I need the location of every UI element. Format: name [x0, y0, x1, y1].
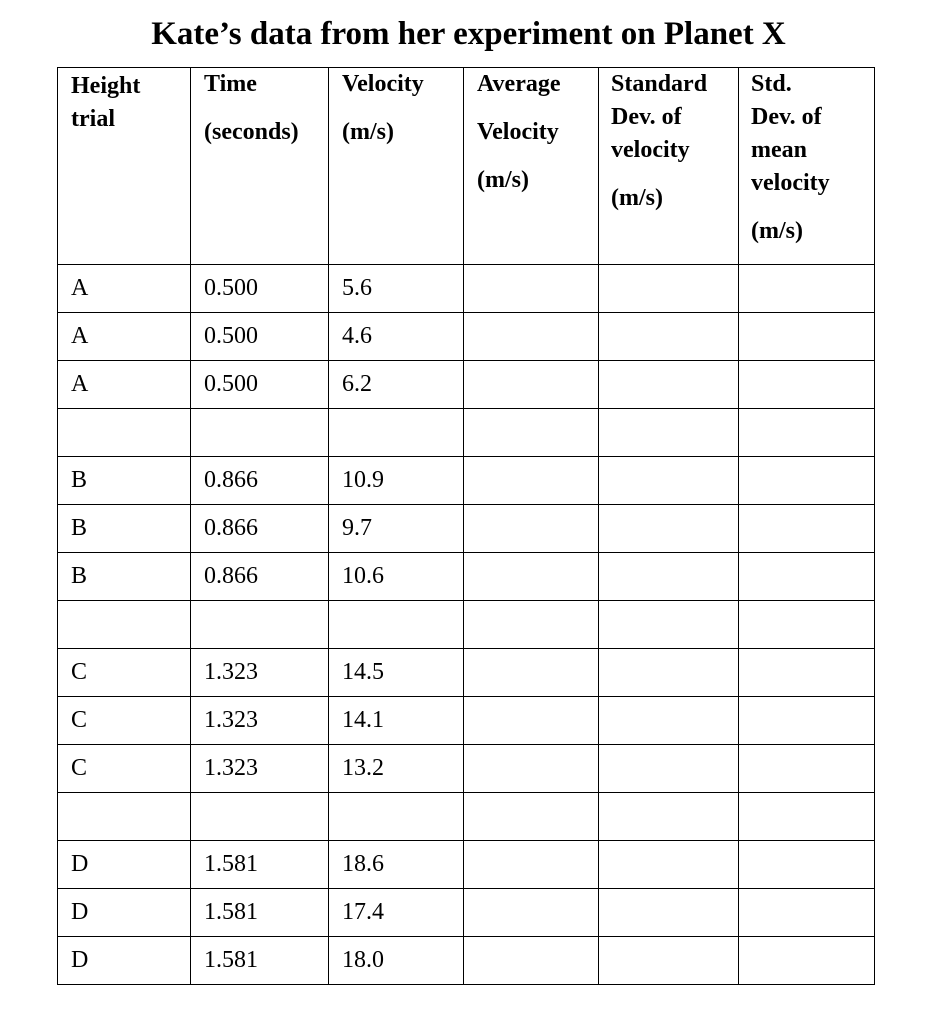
table-row — [58, 361, 875, 409]
header-line: velocity — [751, 170, 830, 196]
cell-standard-deviation — [599, 553, 739, 601]
header-line: (m/s) — [342, 119, 394, 145]
cell-standard-deviation — [599, 889, 739, 937]
table-row-spacer — [58, 409, 875, 457]
header-line: mean — [751, 137, 807, 163]
cell-standard-deviation — [599, 265, 739, 313]
header-line: (m/s) — [611, 185, 663, 211]
header-line: Height — [71, 73, 141, 99]
cell-standard-deviation — [599, 745, 739, 793]
cell-standard-deviation — [599, 697, 739, 745]
cell-height-trial: A — [58, 361, 191, 409]
cell-time: 1.581 — [191, 841, 329, 889]
cell-time — [191, 409, 329, 457]
cell-height-trial — [58, 793, 191, 841]
cell-height-trial: B — [58, 505, 191, 553]
table-row — [58, 265, 875, 313]
cell-height-trial: C — [58, 649, 191, 697]
cell-average-velocity — [464, 745, 599, 793]
table-row — [58, 697, 875, 745]
cell-height-trial: B — [58, 553, 191, 601]
cell-velocity: 9.7 — [329, 505, 464, 553]
header-velocity — [329, 68, 464, 265]
cell-velocity: 18.6 — [329, 841, 464, 889]
cell-height-trial: A — [58, 265, 191, 313]
cell-average-velocity — [464, 793, 599, 841]
cell-standard-deviation — [599, 505, 739, 553]
header-line: Dev. of — [751, 104, 822, 130]
cell-average-velocity — [464, 601, 599, 649]
header-standard-deviation — [599, 68, 739, 265]
header-line: Std. — [751, 71, 792, 97]
cell-average-velocity — [464, 553, 599, 601]
cell-velocity: 6.2 — [329, 361, 464, 409]
cell-velocity: 17.4 — [329, 889, 464, 937]
cell-velocity — [329, 793, 464, 841]
cell-std-dev-mean — [739, 409, 875, 457]
cell-time: 1.323 — [191, 745, 329, 793]
table-row — [58, 313, 875, 361]
table-row-spacer — [58, 601, 875, 649]
cell-standard-deviation — [599, 793, 739, 841]
table-row — [58, 457, 875, 505]
header-line: Velocity — [477, 119, 559, 145]
table-row — [58, 649, 875, 697]
cell-height-trial: C — [58, 745, 191, 793]
cell-average-velocity — [464, 361, 599, 409]
cell-average-velocity — [464, 265, 599, 313]
header-line: (seconds) — [204, 119, 299, 145]
cell-std-dev-mean — [739, 457, 875, 505]
cell-average-velocity — [464, 313, 599, 361]
header-height-trial — [58, 68, 191, 265]
cell-time: 0.500 — [191, 361, 329, 409]
cell-std-dev-mean — [739, 265, 875, 313]
cell-std-dev-mean — [739, 601, 875, 649]
cell-std-dev-mean — [739, 793, 875, 841]
cell-height-trial: D — [58, 841, 191, 889]
table-row — [58, 889, 875, 937]
cell-time: 0.500 — [191, 313, 329, 361]
cell-height-trial: B — [58, 457, 191, 505]
cell-time — [191, 793, 329, 841]
cell-height-trial: D — [58, 889, 191, 937]
header-row — [58, 68, 875, 265]
cell-velocity — [329, 409, 464, 457]
data-table — [57, 67, 875, 985]
cell-standard-deviation — [599, 937, 739, 985]
cell-height-trial: A — [58, 313, 191, 361]
cell-velocity: 14.5 — [329, 649, 464, 697]
cell-height-trial: C — [58, 697, 191, 745]
cell-average-velocity — [464, 697, 599, 745]
cell-time: 0.866 — [191, 505, 329, 553]
cell-height-trial — [58, 601, 191, 649]
cell-velocity: 18.0 — [329, 937, 464, 985]
header-line: Average — [477, 71, 561, 97]
table-row — [58, 553, 875, 601]
cell-std-dev-mean — [739, 553, 875, 601]
cell-average-velocity — [464, 889, 599, 937]
cell-time — [191, 601, 329, 649]
header-line: Dev. of — [611, 104, 682, 130]
header-line: (m/s) — [477, 167, 529, 193]
cell-time: 1.323 — [191, 697, 329, 745]
cell-height-trial — [58, 409, 191, 457]
cell-velocity: 10.6 — [329, 553, 464, 601]
cell-standard-deviation — [599, 649, 739, 697]
cell-average-velocity — [464, 937, 599, 985]
table-row — [58, 937, 875, 985]
cell-std-dev-mean — [739, 841, 875, 889]
cell-time: 0.500 — [191, 265, 329, 313]
cell-velocity: 4.6 — [329, 313, 464, 361]
cell-velocity: 14.1 — [329, 697, 464, 745]
cell-time: 0.866 — [191, 553, 329, 601]
table-row — [58, 505, 875, 553]
cell-velocity — [329, 601, 464, 649]
cell-std-dev-mean — [739, 361, 875, 409]
table-row-spacer — [58, 793, 875, 841]
cell-average-velocity — [464, 505, 599, 553]
document-title: Kate’s data from her experiment on Planet X — [151, 16, 786, 52]
cell-velocity: 10.9 — [329, 457, 464, 505]
header-average-velocity — [464, 68, 599, 265]
cell-std-dev-mean — [739, 697, 875, 745]
cell-average-velocity — [464, 409, 599, 457]
header-line: Velocity — [342, 71, 424, 97]
header-line: velocity — [611, 137, 690, 163]
cell-std-dev-mean — [739, 649, 875, 697]
cell-std-dev-mean — [739, 937, 875, 985]
cell-height-trial: D — [58, 937, 191, 985]
cell-std-dev-mean — [739, 505, 875, 553]
cell-time: 0.866 — [191, 457, 329, 505]
cell-standard-deviation — [599, 313, 739, 361]
header-line: (m/s) — [751, 218, 803, 244]
cell-velocity: 5.6 — [329, 265, 464, 313]
header-line: trial — [71, 106, 115, 132]
cell-std-dev-mean — [739, 745, 875, 793]
cell-time: 1.581 — [191, 889, 329, 937]
cell-standard-deviation — [599, 841, 739, 889]
cell-average-velocity — [464, 457, 599, 505]
cell-standard-deviation — [599, 457, 739, 505]
header-line: Time — [204, 71, 257, 97]
cell-standard-deviation — [599, 601, 739, 649]
header-std-dev-mean — [739, 68, 875, 265]
cell-time: 1.323 — [191, 649, 329, 697]
cell-average-velocity — [464, 841, 599, 889]
cell-standard-deviation — [599, 361, 739, 409]
cell-average-velocity — [464, 649, 599, 697]
cell-velocity: 13.2 — [329, 745, 464, 793]
header-time — [191, 68, 329, 265]
cell-standard-deviation — [599, 409, 739, 457]
cell-std-dev-mean — [739, 313, 875, 361]
cell-std-dev-mean — [739, 889, 875, 937]
table-row — [58, 841, 875, 889]
table-row — [58, 745, 875, 793]
header-line: Standard — [611, 71, 708, 97]
cell-time: 1.581 — [191, 937, 329, 985]
